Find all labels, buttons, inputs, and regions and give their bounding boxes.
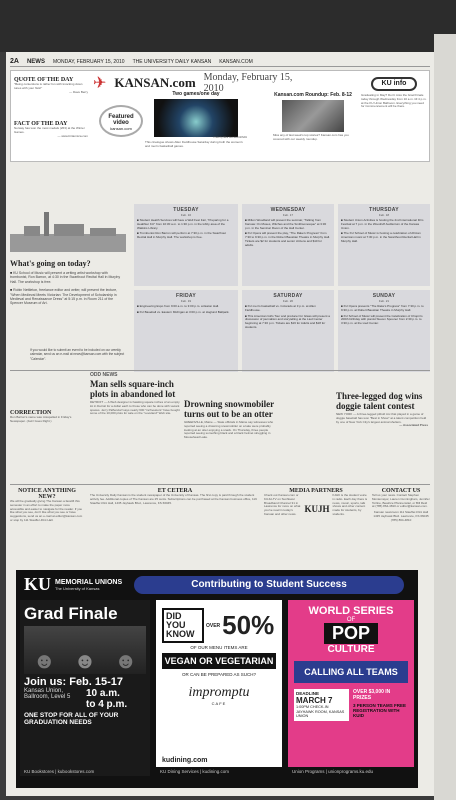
day-item: ■ KU Opera will present the play, "The Rake's Progress" from 7:30 to 9:30 p.m. in the Robert Baustian Theatre in Murphy Hall. Tickets are $2 for students and senior citizens and $10 for adults. xyxy=(245,232,331,247)
video2-title: Kansan.com Roundup: Feb. 8-12 xyxy=(274,92,352,98)
calendar-item: ■ KU School of Music will present a writing artist workshop with trombonist, Ron Barron, at 4:30 in the Swarthout Recital Hall in Murphy Hall. The workshop is free. xyxy=(10,271,126,284)
pop-call: CALLING ALL TEAMS xyxy=(294,661,408,683)
kuinfo-box xyxy=(361,77,427,109)
fact-source: — www.britannica.com xyxy=(57,133,88,138)
story1-headline: Man sells square-inch plots in abandoned lot xyxy=(90,379,176,399)
scanner-top-background xyxy=(0,0,456,52)
day-wednesday xyxy=(242,204,334,286)
contact-title: CONTACT US xyxy=(381,488,421,494)
calendar-item: ■ Robin Nettleton, freelance editor and writer, will present the lecture, "When Medieval Meets Victorian: The Development of Scholarship in Medieval and Renaissance Dress" at 5:15 p.m. in Room 211 of the Spencer Museum of Art. xyxy=(10,288,126,306)
day-item: ■ Milton Woodland will present the seminar, "Talking from Kansas: On Moses, Witches and the Smithsonesque" at 3:30 p.m. in the Seminar Room of the Hall Center. xyxy=(245,219,331,230)
kansan-date: Monday, February 15, 2010 xyxy=(203,72,293,94)
folio-paper: THE UNIVERSITY DAILY KANSAN xyxy=(132,58,212,65)
page-number: 2A xyxy=(10,58,19,65)
calendar-title: What's going on today? xyxy=(10,259,91,268)
pop-top: WORLD SERIES xyxy=(308,605,394,617)
kuinfo-text: Graduating in May? Don't miss the Grad Finale today through Wednesday from 10 a.m. till 4 p.m. at the KU Union Ballroom. Everything you need for Commencement will be there. xyxy=(361,93,427,109)
contact-text: Tell us your news. Contact Stephen Montemayor, Lauren Cunningham, Jennifer Torline, Beatrice Pfannenstiel, or Bill Reid at (785) 864-4810 or editor@kansan.com. xyxy=(372,493,430,509)
top-strip xyxy=(10,70,430,162)
correction-text: Ron Barron's name was misspelled in Friday's Newspaper. (Jazz Goes Right.) xyxy=(10,415,72,423)
folio-line xyxy=(10,57,430,67)
odd-news-col1 xyxy=(90,372,180,416)
memorial-sub: The University of Kansas xyxy=(55,585,100,591)
menu-q2: OF OUR MENU ITEMS ARE xyxy=(190,645,248,650)
pop-teams: 3 PERSON TEAMS FREE REGISTRATION WITH KUID xyxy=(353,703,407,718)
menu-site[interactable]: kudining.com xyxy=(162,757,208,764)
grad-join: Join us: Feb. 15-17 xyxy=(24,676,124,688)
folio-site: KANSAN.COM xyxy=(219,58,253,65)
media-partners-box xyxy=(264,488,368,517)
notice-text: We will be gradually giving The Kansan a facelift this semester in an effort to make the paper more accessible and easier to navigate for the reader. If you like what you see, don't like what you see or have suggestions, send us an e-mail at editor@kansan.com or stop by 111 Stauffer-Flint Hall. xyxy=(10,499,83,522)
notice-box xyxy=(10,488,84,523)
kujh-logo: KUJH xyxy=(304,504,330,514)
day-name: SUNDAY xyxy=(372,293,396,299)
odd-news-col3 xyxy=(336,374,428,428)
section-name: NEWS xyxy=(26,58,45,65)
pop-culture: CULTURE xyxy=(327,644,375,655)
kjhk-text: KJHK is the student voice in radio. Each day there is news, music, sports, talk shows and other content made for students, by students. xyxy=(332,493,368,516)
et-cetera-box xyxy=(90,488,260,505)
menu-vegan: VEGAN OR VEGETARIAN xyxy=(162,653,276,669)
graduates-photo xyxy=(24,626,146,674)
featured-video-badge[interactable] xyxy=(99,105,143,137)
campus-skyline-icon xyxy=(10,212,126,252)
ad-banner: Contributing to Student Success xyxy=(134,576,404,594)
menu-cafe: CAFE xyxy=(211,701,227,706)
pop-culture-panel xyxy=(288,600,414,776)
contact-box xyxy=(372,488,430,523)
story3-source: — Associated Press xyxy=(399,423,428,428)
video1-thumbnail[interactable] xyxy=(154,99,238,137)
day-date: Feb. 21 xyxy=(378,299,390,303)
grad-finale-panel xyxy=(20,600,150,776)
dining-panel xyxy=(156,600,282,776)
menu-q1: DID YOU KNOW xyxy=(162,608,204,643)
video1-credit: Photo by Mike Gunnoe/KANSAN xyxy=(213,137,247,139)
day-sunday xyxy=(338,290,430,372)
story3-headline: Three-legged dog wins doggie talent contest xyxy=(336,391,423,411)
pop-word: POP xyxy=(324,623,378,644)
day-item: ■ Student Union Activities is hosting the 2nd International Film Festival at 7 p.m. in the Woodruff Auditorium of the Kansas Union. xyxy=(341,219,427,230)
quote-attribution: — Dave Berry xyxy=(69,89,88,94)
day-name: TUESDAY xyxy=(173,207,199,213)
day-date: Feb. 20 xyxy=(282,299,294,303)
kansan-logo: KANSAN.com xyxy=(114,75,196,90)
day-item: ■ KU Baseball vs. Eastern Michigan at 3:00 p.m. at Hoglund Ballpark. xyxy=(137,311,235,315)
divider xyxy=(10,484,430,485)
story2-headline: Drowning snowmobiler turns out to be an otter xyxy=(184,399,274,419)
day-thursday xyxy=(338,204,430,286)
kuinfo-logo: KU info xyxy=(371,77,417,91)
et-cetera-title: ET CETERA xyxy=(157,488,193,494)
video1-caption: This cinelogue shows Allen Fieldhouse Saturday during both the women's and men's basketball games. xyxy=(145,139,243,148)
pop-deadline: DEADLINE xyxy=(296,691,320,696)
fact-of-day xyxy=(14,121,88,138)
notice-title: NOTICE ANYTHING NEW? xyxy=(18,488,76,500)
quote-of-day xyxy=(14,77,88,94)
day-item: ■ Trombonist Ron Barron will perform at 7:30 p.m. in the Swarthout Recital Hall in Murphy Hall. The workshop is free. xyxy=(137,232,235,240)
day-name: SATURDAY xyxy=(273,293,303,299)
featured-label: Featured video xyxy=(108,114,134,126)
ku-logo: KU xyxy=(24,574,51,594)
pop-checkin: 1:00PM CHECK-IN JAYHAWK ROOM, KANSAS UNION xyxy=(296,705,345,719)
story3-text: NEW YORK — A three-legged pitbull mix that played in a game of doggie baseball has won "Best in Show" at a talent competition held by one of New York City's largest animal shelters. xyxy=(336,412,427,424)
day-date: Feb. 18 xyxy=(378,213,390,217)
adjacent-page-edge xyxy=(434,34,456,800)
day-item: ■ KU men's basketball vs. Colorado at 3 p.m. at Allen Fieldhouse. xyxy=(245,305,331,313)
media-title: MEDIA PARTNERS xyxy=(289,488,343,494)
day-date: Feb. 16 xyxy=(180,213,192,217)
jayhawk-icon: ✈ xyxy=(93,75,107,92)
correction-title: CORRECTION xyxy=(10,410,52,416)
grad-place: Kansas Union, Ballroom, Level 5 xyxy=(24,688,71,700)
grad-tagline: ONE STOP FOR ALL OF YOUR GRADUATION NEEDS xyxy=(24,712,119,726)
pop-of: OF xyxy=(346,617,356,623)
odd-news-col2 xyxy=(184,374,274,440)
video2-thumbnail[interactable] xyxy=(282,100,344,132)
ad-logo xyxy=(24,574,122,595)
memorial-unions-ad xyxy=(16,570,418,788)
day-item: ■ KU Opera presents "The Rake's Progress" from 7:30 p.m. to 9:30 p.m. at Robert Baustian Theatre in Murphy Hall. xyxy=(341,305,427,313)
dining-footer[interactable]: KU Dining Services | kudining.com xyxy=(156,767,282,776)
story2-text: GREENVILLE, Maine — State officials in Maine say witnesses who reported seeing a drowning snowmobiler on a lake were probably looking at an otter enjoying a snack. On Thursday, three people reported seeing something black and a black helmet struggling in Moosehead Lake. xyxy=(184,420,274,440)
featured-site: kansan.com xyxy=(110,126,132,131)
day-name: FRIDAY xyxy=(176,293,196,299)
day-item: ■ KU School of Music will present the Celebration of Chopin's 200th birthday with pianist Steven Spooner from 2:30 p.m. to 3:30 p.m. at the Lied Center. xyxy=(341,315,427,326)
quote-title: QUOTE OF THE DAY xyxy=(14,77,74,83)
fact-text: Norway has won the most medals (263) at the Winter Games. xyxy=(14,126,85,134)
quote-text: "Being contentions is rather fun with knocking down tunes with your fists!" xyxy=(14,82,83,90)
menu-percent: 50% xyxy=(222,610,275,640)
contact-address: Kansan newsroom 111 Stauffer-Flint Hall 1435 Jayhawk Blvd. Lawrence, KS 66045 (785) 864-4810 xyxy=(373,510,429,522)
fact-title: FACT OF THE DAY xyxy=(14,121,68,127)
calendar-submit-note: If you would like to submit an event to be included on our weekly calendar, send us an e-mail at news@kansan.com with the subject "Calendar". xyxy=(30,348,125,361)
pop-prize: OVER $3,000 IN PRIZES xyxy=(353,689,391,701)
media-text: Check out Kansan.com or KUJH-TV on Sunflower Broadband Channel 31 in Lawrence for more on what you've read in today's Kansan and other news. xyxy=(264,493,301,516)
pop-footer[interactable]: Union Programs | unionprograms.ku.edu xyxy=(288,767,414,776)
video1-title: Two games/one day xyxy=(172,91,220,97)
et-cetera-text: The University Daily Kansan is the student newspaper of the University of Kansas. The first copy is paid through the student activity fee. Additional copies of The Kansan are 25 cents. Subscriptions can be purchased at the Kansan business office, 119 Stauffer-Flint Hall, 1435 Jayhawk Blvd., Lawrence, KS 66045. xyxy=(90,493,257,505)
video1[interactable] xyxy=(145,91,247,161)
folio-date: MONDAY, FEBRUARY 15, 2010 xyxy=(52,58,125,65)
video2[interactable] xyxy=(273,93,353,161)
menu-brand: impromptu xyxy=(188,685,250,700)
day-tuesday xyxy=(134,204,238,286)
day-friday xyxy=(134,290,238,372)
graduate-icon: ☻ xyxy=(114,648,138,673)
day-item: ■ This American Girls Tour and producer for Glass will present a discussion of journalism and storytelling at the Lied Center beginning at 7:30 p.m. Tickets are $16 for Adults and $18 for students. xyxy=(245,315,331,330)
video2-caption: Miss any of last week's top stories? Kansan.com has you covered with our weekly roundup. xyxy=(273,133,349,142)
pop-logo xyxy=(288,600,414,655)
day-item: ■ Engineering Expo from 9:00 a.m. to 3:00 p.m. at Eaton Hall. xyxy=(137,305,235,309)
day-saturday xyxy=(242,290,334,372)
odd-news-title: ODD NEWS xyxy=(90,372,118,378)
day-item: ■ Student Health Services will have a Well Fest Fair, "Preparing for a Healthier KU" from 10:30 a.m. to 1:30 p.m. in the lobby area of the Watkins Library. xyxy=(137,219,235,230)
graduate-icon: ☻ xyxy=(32,648,56,673)
divider xyxy=(10,370,430,371)
day-name: WEDNESDAY xyxy=(270,207,306,213)
menu-over: OVER xyxy=(206,622,221,629)
grad-title: Grad Finale xyxy=(24,604,118,623)
memorial-text: MEMORIAL UNIONS xyxy=(55,578,123,586)
story1-text: DETROIT — A Web designer is hawking square inches of an empty lot in Detroit for a dollar each to those who can be done with vacant spaces. Jerry Paffendorf says nearly 600 "inchvestors" have bought some of the 10,000 plots for sale on the "Loveland" Web site. xyxy=(90,400,180,416)
graduate-icon: ☻ xyxy=(73,648,97,673)
grad-time2: to 4 p.m. xyxy=(86,699,128,710)
correction xyxy=(10,410,84,424)
day-date: Feb. 17 xyxy=(282,213,294,217)
day-date: Feb. 19 xyxy=(180,299,192,303)
grad-time1: 10 a.m. xyxy=(86,688,120,699)
kansan-header xyxy=(93,74,313,92)
day-name: THURSDAY xyxy=(369,207,399,213)
menu-q3: OR CAN BE PREPARED AS SUCH? xyxy=(182,672,256,677)
pop-date: MARCH 7 xyxy=(296,696,333,705)
grad-footer[interactable]: KU Bookstores | kubookstores.com xyxy=(24,769,95,774)
day-item: ■ The KU School of Music is hosting a celebration of African American music at 7:30 p.m. in the Swarthout Recital Hall in Murphy Hall. xyxy=(341,232,427,243)
